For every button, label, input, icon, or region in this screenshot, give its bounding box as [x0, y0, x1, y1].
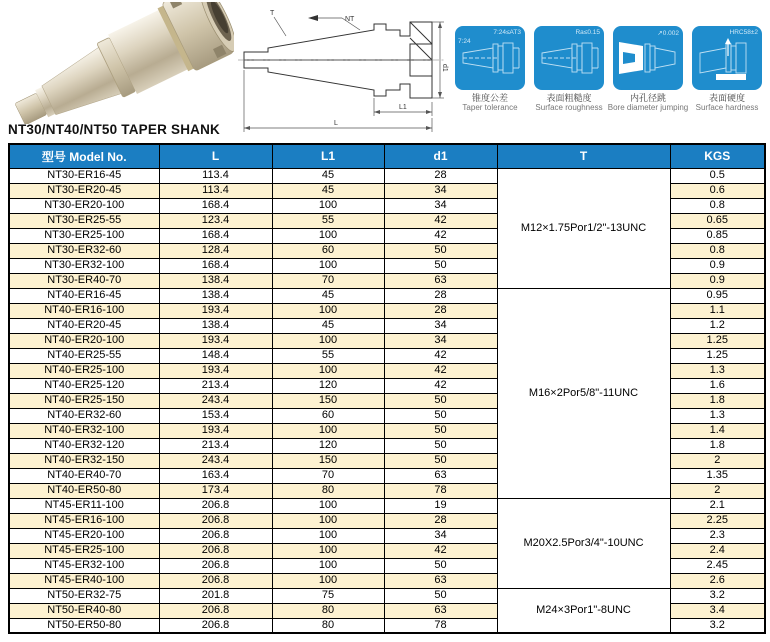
cell-L1: 70 [272, 273, 384, 288]
cell-L: 113.4 [159, 168, 272, 183]
cell-L1: 100 [272, 333, 384, 348]
cell-d1: 50 [384, 408, 497, 423]
cell-L1: 60 [272, 243, 384, 258]
icon-caption-en: Surface roughness [535, 103, 603, 112]
table-row [9, 498, 765, 513]
cell-L1: 100 [272, 528, 384, 543]
cell-d1: 63 [384, 468, 497, 483]
cell-L1: 55 [272, 348, 384, 363]
col-header-L: L [159, 144, 272, 168]
cell-L1: 45 [272, 168, 384, 183]
cell-d1: 63 [384, 273, 497, 288]
cell-d1: 63 [384, 573, 497, 588]
col-header-model: 型号 Model No. [9, 144, 159, 168]
cell-KGS: 1.2 [670, 318, 765, 333]
cell-L: 123.4 [159, 213, 272, 228]
cell-KGS: 2.4 [670, 543, 765, 558]
table-row [9, 168, 765, 183]
cell-L1: 100 [272, 198, 384, 213]
cell-model: NT50-ER32-75 [9, 588, 159, 603]
cell-d1: 78 [384, 483, 497, 498]
cell-d1: 50 [384, 243, 497, 258]
cell-L: 163.4 [159, 468, 272, 483]
taper-tolerance-icon [455, 26, 525, 90]
cell-d1: 50 [384, 558, 497, 573]
cell-L: 168.4 [159, 258, 272, 273]
cell-model: NT40-ER25-100 [9, 363, 159, 378]
drawing-label-NT: NT [345, 16, 355, 23]
cell-L: 138.4 [159, 288, 272, 303]
icon-caption-en: Bore diameter jumping [607, 103, 689, 112]
cell-d1: 50 [384, 588, 497, 603]
icon-spec-corner-text: 7:24 [458, 38, 471, 45]
cell-thread: M20X2.5Por3/4"-10UNC [497, 498, 670, 588]
cell-d1: 28 [384, 168, 497, 183]
feature-icon-card [607, 26, 689, 112]
cell-model: NT45-ER20-100 [9, 528, 159, 543]
cell-L1: 100 [272, 573, 384, 588]
cell-L1: 100 [272, 228, 384, 243]
cell-L1: 150 [272, 453, 384, 468]
tool-holder-body [12, 2, 234, 124]
cell-KGS: 0.8 [670, 243, 765, 258]
cell-model: NT40-ER20-100 [9, 333, 159, 348]
cell-L: 148.4 [159, 348, 272, 363]
cell-model: NT50-ER40-80 [9, 603, 159, 618]
cell-L: 243.4 [159, 393, 272, 408]
cell-d1: 42 [384, 363, 497, 378]
cell-L: 138.4 [159, 318, 272, 333]
cell-KGS: 1.8 [670, 393, 765, 408]
cell-model: NT40-ER20-45 [9, 318, 159, 333]
cell-d1: 42 [384, 213, 497, 228]
cell-model: NT45-ER16-100 [9, 513, 159, 528]
cell-KGS: 2 [670, 483, 765, 498]
cell-model: NT45-ER25-100 [9, 543, 159, 558]
icon-caption-zh: 表面硬度 [708, 93, 745, 103]
cell-KGS: 2.25 [670, 513, 765, 528]
feature-icon-card [534, 26, 604, 112]
cell-d1: 42 [384, 228, 497, 243]
cell-KGS: 3.2 [670, 618, 765, 633]
cell-L: 206.8 [159, 513, 272, 528]
cell-L1: 80 [272, 618, 384, 633]
icon-spec-text: Ra≤0.15 [575, 29, 600, 36]
cell-L1: 120 [272, 438, 384, 453]
cell-thread: M12×1.75Por1/2"-13UNC [497, 168, 670, 288]
icon-spec-text: 7:24≤AT3 [493, 29, 521, 36]
cell-model: NT40-ER32-60 [9, 408, 159, 423]
technical-drawing [234, 4, 450, 136]
cell-d1: 50 [384, 438, 497, 453]
cell-KGS: 1.4 [670, 423, 765, 438]
cell-model: NT45-ER40-100 [9, 573, 159, 588]
cell-L1: 100 [272, 513, 384, 528]
cell-L: 206.8 [159, 498, 272, 513]
icon-caption-zh: 表面粗糙度 [546, 93, 592, 103]
cell-L1: 100 [272, 558, 384, 573]
cell-L1: 55 [272, 213, 384, 228]
cell-L: 201.8 [159, 588, 272, 603]
cell-model: NT40-ER25-150 [9, 393, 159, 408]
cell-L1: 100 [272, 363, 384, 378]
cell-KGS: 0.9 [670, 258, 765, 273]
cell-model: NT40-ER50-80 [9, 483, 159, 498]
product-photo [12, 2, 234, 124]
cell-KGS: 1.35 [670, 468, 765, 483]
cell-thread: M24×3Por1"-8UNC [497, 588, 670, 633]
cell-KGS: 1.1 [670, 303, 765, 318]
cell-model: NT30-ER32-100 [9, 258, 159, 273]
cell-KGS: 2.6 [670, 573, 765, 588]
cell-model: NT40-ER25-120 [9, 378, 159, 393]
cell-d1: 34 [384, 528, 497, 543]
cell-model: NT40-ER25-55 [9, 348, 159, 363]
cell-KGS: 2.45 [670, 558, 765, 573]
cell-KGS: 1.6 [670, 378, 765, 393]
cell-KGS: 3.4 [670, 603, 765, 618]
cell-d1: 50 [384, 393, 497, 408]
cell-model: NT30-ER32-60 [9, 243, 159, 258]
spec-table-header [9, 144, 765, 168]
cell-model: NT50-ER50-80 [9, 618, 159, 633]
cell-L1: 45 [272, 183, 384, 198]
cell-d1: 50 [384, 258, 497, 273]
cell-KGS: 0.9 [670, 273, 765, 288]
cell-model: NT45-ER32-100 [9, 558, 159, 573]
cell-KGS: 2.3 [670, 528, 765, 543]
cell-thread: M16×2Por5/8"-11UNC [497, 288, 670, 498]
cell-KGS: 1.25 [670, 348, 765, 363]
cell-d1: 28 [384, 513, 497, 528]
cell-L: 128.4 [159, 243, 272, 258]
cell-d1: 42 [384, 378, 497, 393]
cell-L: 213.4 [159, 378, 272, 393]
cell-model: NT30-ER20-100 [9, 198, 159, 213]
col-header-L1: L1 [272, 144, 384, 168]
cell-d1: 34 [384, 198, 497, 213]
surface-roughness-icon [534, 26, 604, 90]
table-row [9, 588, 765, 603]
cell-L: 206.8 [159, 528, 272, 543]
cell-L: 168.4 [159, 228, 272, 243]
cell-model: NT40-ER40-70 [9, 468, 159, 483]
cell-L: 168.4 [159, 198, 272, 213]
col-header-T: T [497, 144, 670, 168]
cell-L1: 80 [272, 483, 384, 498]
drawing-label-L: L [334, 120, 338, 127]
cell-L1: 100 [272, 543, 384, 558]
feature-icons-row [455, 26, 763, 112]
feature-icon-card [455, 26, 525, 112]
cell-model: NT30-ER25-55 [9, 213, 159, 228]
icon-caption-zh: 内孔径跳 [629, 93, 666, 103]
cell-model: NT40-ER32-100 [9, 423, 159, 438]
cell-KGS: 0.85 [670, 228, 765, 243]
cell-L: 206.8 [159, 618, 272, 633]
cell-d1: 78 [384, 618, 497, 633]
drawing-label-T: T [270, 10, 275, 17]
cell-KGS: 1.3 [670, 408, 765, 423]
cell-KGS: 0.8 [670, 198, 765, 213]
cell-model: NT45-ER11-100 [9, 498, 159, 513]
cell-L1: 100 [272, 423, 384, 438]
cell-model: NT40-ER16-45 [9, 288, 159, 303]
cell-L1: 45 [272, 288, 384, 303]
cell-L: 193.4 [159, 303, 272, 318]
cell-d1: 34 [384, 183, 497, 198]
cell-KGS: 1.8 [670, 438, 765, 453]
cell-model: NT30-ER20-45 [9, 183, 159, 198]
cell-model: NT40-ER32-150 [9, 453, 159, 468]
cell-d1: 19 [384, 498, 497, 513]
page-title: NT30/NT40/NT50 TAPER SHANK [8, 122, 220, 137]
cell-d1: 50 [384, 453, 497, 468]
cell-KGS: 0.65 [670, 213, 765, 228]
cell-d1: 42 [384, 543, 497, 558]
cell-L: 213.4 [159, 438, 272, 453]
cell-KGS: 0.6 [670, 183, 765, 198]
cell-L: 206.8 [159, 603, 272, 618]
cell-L1: 100 [272, 258, 384, 273]
col-header-d1: d1 [384, 144, 497, 168]
feature-icon-card [692, 26, 762, 112]
cell-L1: 150 [272, 393, 384, 408]
cell-L1: 120 [272, 378, 384, 393]
cell-L1: 60 [272, 408, 384, 423]
drawing-label-d1: d1 [441, 64, 448, 72]
cell-KGS: 0.5 [670, 168, 765, 183]
table-row [9, 288, 765, 303]
cell-model: NT30-ER16-45 [9, 168, 159, 183]
icon-caption-en: Taper tolerance [462, 103, 518, 112]
cell-d1: 63 [384, 603, 497, 618]
cell-KGS: 2 [670, 453, 765, 468]
cell-L: 206.8 [159, 558, 272, 573]
cell-model: NT30-ER40-70 [9, 273, 159, 288]
cell-L: 243.4 [159, 453, 272, 468]
cell-KGS: 2.1 [670, 498, 765, 513]
icon-caption-zh: 锥度公差 [471, 93, 508, 103]
drawing-label-L1: L1 [399, 104, 407, 111]
cell-KGS: 0.95 [670, 288, 765, 303]
cell-L: 193.4 [159, 333, 272, 348]
cell-d1: 50 [384, 423, 497, 438]
cell-L: 193.4 [159, 363, 272, 378]
cell-L: 193.4 [159, 423, 272, 438]
cell-L: 138.4 [159, 273, 272, 288]
icon-spec-text: HRC58±2 [729, 29, 758, 36]
cell-L1: 80 [272, 603, 384, 618]
cell-d1: 42 [384, 348, 497, 363]
cell-model: NT40-ER16-100 [9, 303, 159, 318]
col-header-KGS: KGS [670, 144, 765, 168]
cell-L: 206.8 [159, 543, 272, 558]
cell-KGS: 1.3 [670, 363, 765, 378]
cell-d1: 34 [384, 333, 497, 348]
cell-L: 206.8 [159, 573, 272, 588]
cell-L: 153.4 [159, 408, 272, 423]
cell-L: 173.4 [159, 483, 272, 498]
spec-table [8, 143, 766, 634]
icon-caption-en: Surface hardness [695, 103, 759, 112]
cell-d1: 28 [384, 288, 497, 303]
cell-L1: 75 [272, 588, 384, 603]
cell-KGS: 1.25 [670, 333, 765, 348]
cell-L1: 45 [272, 318, 384, 333]
cell-L1: 100 [272, 303, 384, 318]
cell-d1: 28 [384, 303, 497, 318]
cell-model: NT40-ER32-120 [9, 438, 159, 453]
cell-model: NT30-ER25-100 [9, 228, 159, 243]
cell-L1: 100 [272, 498, 384, 513]
cell-L1: 70 [272, 468, 384, 483]
surface-hardness-icon [692, 26, 762, 90]
icon-spec-text: ↗0.002 [657, 30, 679, 37]
bore-runout-icon [613, 26, 683, 90]
cell-d1: 34 [384, 318, 497, 333]
cell-KGS: 3.2 [670, 588, 765, 603]
cell-L: 113.4 [159, 183, 272, 198]
